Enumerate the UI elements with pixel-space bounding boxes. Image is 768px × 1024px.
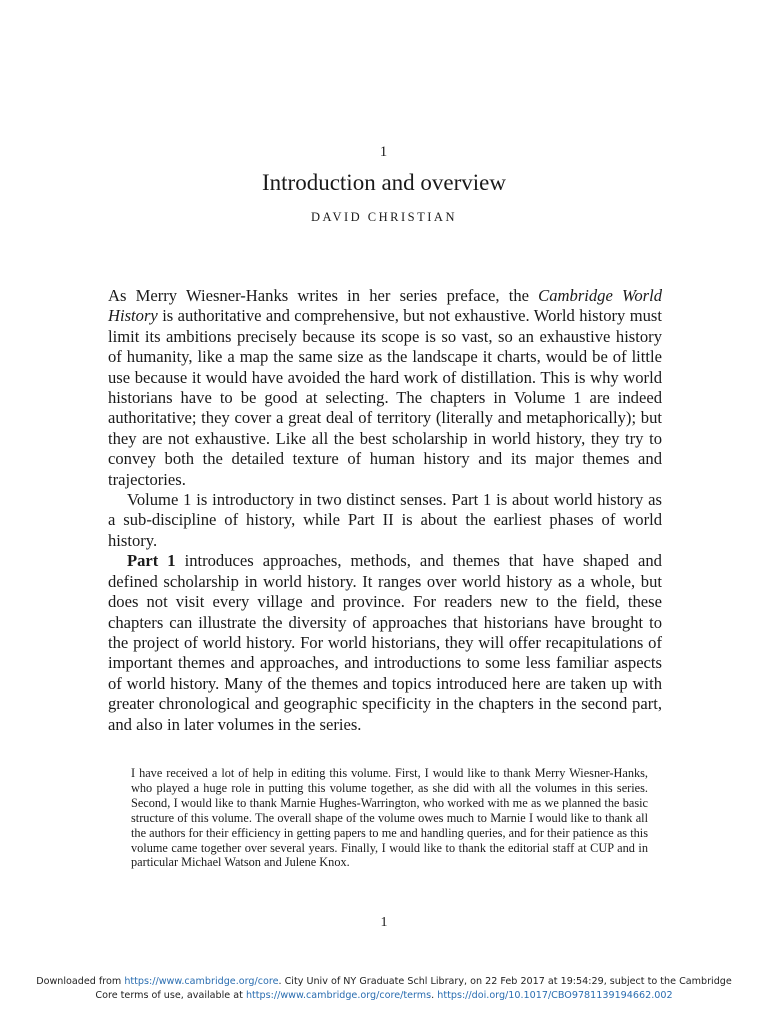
page-number: 1 — [380, 915, 388, 930]
chapter-title: Introduction and overview — [262, 170, 506, 195]
paragraph-3 — [108, 551, 662, 735]
download-prefix: Downloaded from — [36, 976, 125, 987]
download-notice-line-1 — [0, 975, 768, 989]
series-title-italic: Cambridge World History — [108, 286, 662, 326]
cambridge-core-link[interactable]: https://www.cambridge.org/core — [124, 976, 279, 987]
paragraph-1-lead: As Merry Wiesner-Hanks writes in her series preface, the — [108, 286, 539, 305]
footnote: I have received a lot of help in editing this volume. First, I would like to thank Merry Wiesner-Hanks, who played a huge role in putting this volume together, as she did with all the volumes in this series. Second, I would like to thank Marnie Hughes-Warrington, who worked with me as we planned the basic structure of this volume. The overall shape of the volume owes much to Marnie I would like to thank all the authors for their efficiency in getting papers to me and handling queries, and for their patience as this volume came together over several years. Finally, I would like to thank the editorial staff at CUP and in particular Michael Watson and Julene Knox. — [131, 766, 648, 870]
paragraph-1 — [108, 286, 662, 490]
paragraph-3-text: introduces approaches, methods, and themes that have shaped and defined scholarship in world history. It ranges over world history as a whole, but does not visit every village and province. For readers new to the field, these chapters can illustrate the diversity of approaches that historians have brought to the project of world history. For world historians, they will offer recapitulations of important themes and approaches, and introductions to some less familiar aspects of world history. Many of the themes and topics introduced here are taken up with greater chronological and geographic specificity in the chapters in the second part, and also in later volumes in the series. — [108, 551, 662, 734]
terms-link[interactable]: https://www.cambridge.org/core/terms — [245, 990, 432, 1001]
part-one-heading: Part 1 — [127, 551, 176, 571]
chapter-number: 1 — [379, 144, 389, 160]
body-text — [108, 286, 662, 735]
download-notice — [0, 975, 768, 1003]
terms-prefix: Core terms of use, available at — [95, 990, 246, 1001]
download-notice-line-2 — [0, 989, 768, 1003]
doi-link[interactable]: https://doi.org/10.1017/CBO9781139194662.002 — [437, 990, 673, 1001]
paragraph-1-rest: is authoritative and comprehensive, but not exhaustive. World history must limit its ambitions precisely because its scope is so vast, so an exhaustive history of humanity, like a map the same size as the landscape it charts, would be of little use because it would have avoided the hard work of distillation. This is why world historians have to be good at selecting. The chapters in Volume 1 are indeed authoritative; they cover a great deal of territory (literally and metaphorically); but they are not exhaustive. Like all the best scholarship in world history, they try to convey both the detailed texture of human history and its major themes and trajectories. — [108, 306, 662, 489]
link-separator: . — [431, 990, 438, 1001]
chapter-author: DAVID CHRISTIAN — [311, 210, 457, 224]
paragraph-2: Volume 1 is introductory in two distinct senses. Part 1 is about world history as a sub-discipline of history, while Part II is about the earliest phases of world history. — [108, 490, 662, 550]
download-details: . City Univ of NY Graduate Schl Library, on 22 Feb 2017 at 19:54:29, subject to the Cambridge — [278, 976, 732, 987]
